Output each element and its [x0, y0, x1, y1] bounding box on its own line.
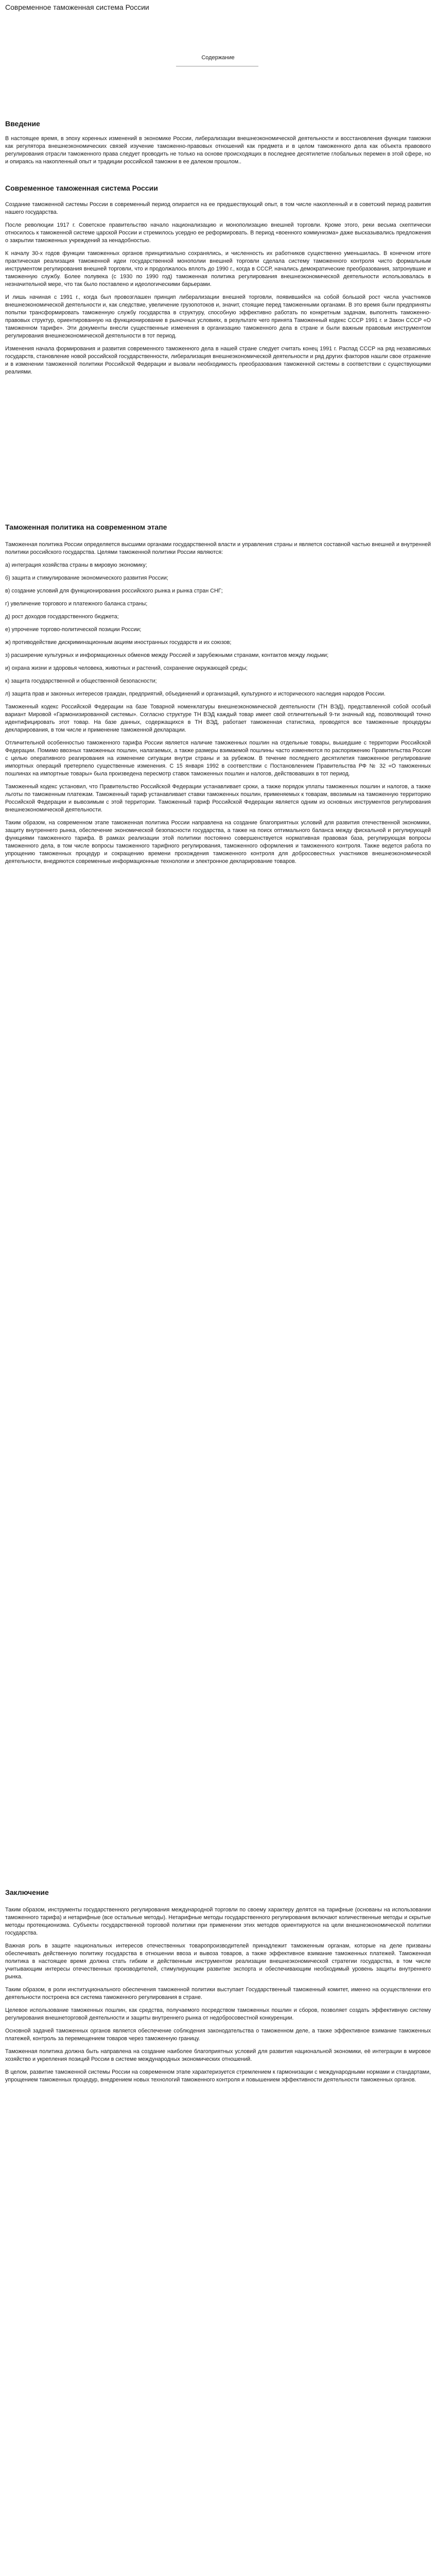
section-heading-intro: Введение: [5, 120, 40, 128]
section-heading-conclusion: Заключение: [5, 1888, 49, 1896]
list-item: б) защита и стимулирование экономического развития России;: [5, 575, 168, 581]
paragraph: Таможенная политика России определяется высшими органами государственной власти и управления страны и является составной частью внешней и внутренней политики российского государства. Целями таможенной политики России являются:: [5, 541, 431, 555]
paragraph: В целом, развитие таможенной системы России на современном этапе характеризуется стремлением к гармонизации с международными нормами и стандартами, упрощением таможенных процедур, внедрением новых технологий таможенного контроля и повышением эффективности деятельности таможенных органов.: [5, 2069, 431, 2083]
list-item: г) увеличение торгового и платежного баланса страны;: [5, 601, 148, 607]
paragraph: К началу 30-х годов функции таможенных органов принципиально сохранялись, и численность их работников существенно уменьшилась. В конечном итоге практическая реализация таможенной идеи государственной монополии внешней торговли сделала систему таможенного контроля чисто формальным инструментом регулирования внешней торговли, что и продолжалось вплоть до 1990 г., когда в СССР, начались демократические преобразования, затронувшие и таможенную службу. Более полувека (с 1930 по 1990 год) таможенная политика регулирования внешнеэкономической деятельности использовалась в незначительной мере, что так было поставлено и идеологическими барьерами.: [5, 250, 431, 287]
list-item: в) создание условий для функционирования российского рынка и рынка стран СНГ;: [5, 588, 223, 594]
section-body-conclusion: [5, 1906, 431, 2089]
section-body-policy: [5, 541, 431, 871]
list-item: л) защита прав и законных интересов граждан, предприятий, объединений и организаций, культурного и исторического наследия народов России.: [5, 691, 386, 697]
toc-link[interactable]: Содержание: [201, 55, 235, 61]
paragraph: Изменения начала формирования и развития современного таможенного дела в нашей стране следует считать конец 1991 г. Распад СССР на ряд независимых государств, становление новой российской государственности, либерализация внешнеэкономической деятельности и ряд других факторов нашли свое отражение и в изменении таможенной политики Российской Федерации и вызвали необходимость преобразования таможенной системы в соответствии с существующими реалиями.: [5, 346, 431, 375]
paragraph: Таможенная политика должна быть направлена на создание наиболее благоприятных условий для развития национальной экономики, её интеграции в мировое хозяйство и укрепления позиций России в системе международных экономических отношений.: [5, 2048, 431, 2062]
document-title: Современное таможенная система России: [5, 3, 149, 11]
section-heading-policy: Таможенная политика на современном этапе: [5, 523, 167, 531]
list-item: з) расширение культурных и информационных обменов между Россией и зарубежными странами, контактов между людьми;: [5, 652, 329, 658]
paragraph: Таким образом, в роли институционального обеспечения таможенной политики выступает Государственный таможенный комитет, именно на осуществлении его деятельности построена вся система таможенного регулирования в стране.: [5, 1987, 431, 2001]
list-item: е) упрочение торгово-политической позиции России;: [5, 626, 142, 633]
paragraph: Таможенный кодекс установил, что Правительство Российской Федерации устанавливает сроки, а также порядок уплаты таможенных пошлин и налогов, а также льготы по таможенным платежам. Таможенный тариф устанавливает ставки таможенных пошлин, применяемых к товарам, ввозимым на таможенную территорию Российской Федерации и вывозимым с этой территории. Таможенный тариф Российской Федерации является одним из основных инструментов регулирования внешнеэкономической деятельности.: [5, 784, 431, 813]
section-body-modern: [5, 201, 431, 381]
paragraph: Таможенный кодекс Российской Федерации на базе Товарной номенклатуры внешнеэкономической деятельности (ТН ВЭД), представленной собой особый вариант Мировой «Гармонизированной системы». Согласно структуре ТН ВЭД каждый товар имеет свой отличительный 9-ти значный код, позволяющий точно идентифицировать этот товар. На базе данных, содержащихся в ТН ВЭД, работает таможенная статистика, проводятся все таможенные процедуры декларирования, в том числе и применение таможенной декларации.: [5, 704, 431, 733]
paragraph: Отличительной особенностью таможенного тарифа России является наличие таможенных пошлин на отдельные товары, вышедшие с территории Российской Федерации. Помимо ввозных таможенных пошлин, налагаемых, а также размеры взимаемой пошлины часто изменяются по распоряжению Правительства России с целью оперативного реагирования на изменение ситуации внутри страны и за рубежом. В течение последнего десятилетия таможенное регулирование импортных операций претерпело существенные изменения. С 15 января 1992 в соответствии с Постановлением Правительства РФ № 32 «О таможенных пошлинах на импортные товары» была произведена пересмотр ставок таможенных пошлин и налогов, действовавших в тот период.: [5, 740, 431, 777]
paragraph: Целевое использование таможенных пошлин, как средства, получаемого посредством таможенных пошлин и сборов, позволяет создать эффективную систему регулирования внешнеторговой деятельности и защиты внутреннего рынка от недобросовестной конкуренции.: [5, 2007, 431, 2021]
list-item: к) защита государственной и общественной безопасности;: [5, 678, 157, 684]
list-item: а) интеграция хозяйства страны в мировую экономику;: [5, 562, 147, 568]
paragraph: После революции 1917 г. Советское правительство начало национализацию и монополизацию внешней торговли. Кроме этого, реки весьма скептически относилось к таможенной системе царской России и стремилось усердно ее реформировать. В период «военного коммунизма» даже высказывались предложения о закрытии таможенных учреждений за ненадобностью.: [5, 222, 431, 244]
list-item: д) рост доходов государственного бюджета;: [5, 614, 119, 620]
paragraph: Важная роль в защите национальных интересов отечественных товаропроизводителей принадлежит таможенным органам, которые на деле призваны обеспечивать действенную политику государства в отношении ввоза и вывоза товаров, а также эффективное взимание таможенных платежей. Таможенная политика в настоящее время должна стать гибким и действенным инструментом реализации внешнеэкономической стратегии государства, в том числе учитывающим интересы отечественных производителей, стимулирующим развитие экспорта и обеспечивающим необходимый уровень защиты внутреннего рынка.: [5, 1943, 431, 1980]
paragraph: В настоящее время, в эпоху коренных изменений в экономике России, либерализации внешнеэкономической деятельности и восстановления функции таможни как регулятора внешнеэкономических связей изучение таможенно-правовых отношений как предмета и в целом таможенного дела как объекта правового регулирования отрасли таможенного права следует проводить не только на основе происходящих в последнее десятилетие глобальных перемен в этой сфере, но и опираясь на накопленный опыт и традиции российской таможни в ее далеком прошлом..: [5, 135, 431, 165]
section-body-intro: [5, 135, 431, 171]
list-item: ж) противодействие дискриминационным акциям иностранных государств и их союзов;: [5, 639, 232, 646]
paragraph: И лишь начиная с 1991 г., когда был провозглашен принцип либерализации внешней торговли, появившийся на собой большой рост числа участников внешнеэкономической деятельности и, как следствие, увеличение грузопотоков и, значит, стоящие перед таможенными органами. В это время были предприняты попытки трансформировать таможенную службу государства в структуру, способную эффективно работать по конкретным задачам, выполнять таможенно-правовых структур, ориентированную на функционирование в рыночных условиях, в результате чего принята Таможенный кодекс СССР 1991 г. и Закон СССР «О таможенном тарифе». Эти документы внесли существенные изменения в организацию таможенного дела в стране и были важным правовым инструментом регулирования внешнеэкономической деятельности в тот период.: [5, 294, 431, 339]
paragraph: Таким образом, на современном этапе таможенная политика России направлена на создание благоприятных условий для развития отечественной экономики, защиту внутреннего рынка, обеспечение экономической безопасности государства, а также на поиск оптимального баланса между фискальной и регулирующей функциями таможенного тарифа. В рамках реализации этой политики постоянно совершенствуется нормативная правовая база, регулирующая вопросы таможенного дела, в том числе вопросы таможенного тарифного регулирования, таможенного оформления и таможенного контроля. Также ведется работа по упрощению таможенных процедур и сокращению времени прохождения таможенного контроля для добросовестных участников внешнеэкономической деятельности, внедряются современные информационные технологии и электронное декларирование товаров.: [5, 820, 431, 865]
section-heading-modern: Современное таможенная система России: [5, 184, 158, 192]
paragraph: Основной задачей таможенных органов является обеспечение соблюдения законодательства о таможенном деле, а также эффективное взимание таможенных платежей, контроль за перемещением товаров через таможенную границу.: [5, 2028, 431, 2042]
list-item: и) охрана жизни и здоровья человека, животных и растений, сохранение окружающей среды;: [5, 665, 248, 671]
paragraph: Таким образом, инструменты государственного регулирования международной торговли по своему характеру делятся на тарифные (основаны на использовании таможенного тарифа) и нетарифные (все остальные методы). Нетарифные методы государственного регулирования включают количественные методы и скрытые методы протекционизма. Субъекты государственной торговой политики при применении этих методов ориентируются на цели внешнеэкономической политики государства.: [5, 1907, 431, 1936]
paragraph: Создание таможенной системы России в современный период опирается на ее предшествующий опыт, в том числе накопленный и в советский период развития нашего государства.: [5, 201, 431, 215]
